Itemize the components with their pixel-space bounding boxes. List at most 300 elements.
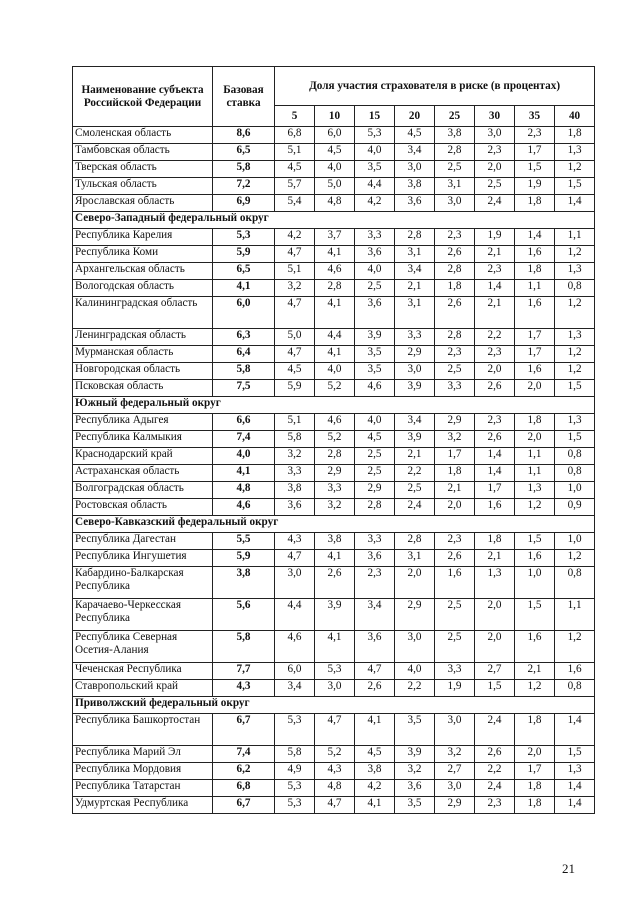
share-value-cell: 3,3	[355, 533, 395, 550]
share-value-cell: 2,8	[355, 499, 395, 516]
base-rate-cell: 6,3	[213, 329, 275, 346]
region-name: Карачаево-Черкесская Республика	[73, 599, 213, 631]
share-value-cell: 3,5	[355, 363, 395, 380]
region-name: Новгородская область	[73, 363, 213, 380]
share-value-cell: 5,3	[275, 780, 315, 797]
share-value-cell: 3,0	[395, 631, 435, 663]
share-value-cell: 1,1	[515, 448, 555, 465]
share-value-cell: 1,0	[555, 482, 595, 499]
share-value-cell: 1,0	[515, 567, 555, 599]
document-page	[72, 66, 594, 814]
share-value-cell: 0,9	[555, 499, 595, 516]
table-row	[73, 263, 595, 280]
region-name: Удмуртская Республика	[73, 797, 213, 814]
region-name: Ростовская область	[73, 499, 213, 516]
share-value-cell: 3,2	[435, 431, 475, 448]
base-rate-cell: 5,8	[213, 161, 275, 178]
share-value-cell: 2,8	[435, 144, 475, 161]
share-value-cell: 2,9	[435, 797, 475, 814]
share-value-cell: 3,6	[395, 195, 435, 212]
share-header-cell: 25	[435, 106, 475, 127]
share-value-cell: 2,0	[515, 746, 555, 763]
table-row	[73, 414, 595, 431]
base-rate-cell: 6,7	[213, 797, 275, 814]
share-value-cell: 2,6	[435, 550, 475, 567]
share-value-cell: 1,6	[435, 567, 475, 599]
share-value-cell: 1,3	[555, 763, 595, 780]
share-value-cell: 1,7	[475, 482, 515, 499]
base-rate-cell: 3,8	[213, 567, 275, 599]
share-value-cell: 1,2	[555, 631, 595, 663]
base-rate-cell: 6,9	[213, 195, 275, 212]
share-value-cell: 2,3	[475, 144, 515, 161]
base-rate-cell: 4,8	[213, 482, 275, 499]
table-row	[73, 431, 595, 448]
share-value-cell: 4,4	[315, 329, 355, 346]
share-value-cell: 1,1	[515, 465, 555, 482]
share-value-cell: 3,4	[395, 263, 435, 280]
region-name: Волгоградская область	[73, 482, 213, 499]
share-value-cell: 1,8	[435, 280, 475, 297]
share-value-cell: 2,0	[515, 380, 555, 397]
share-value-cell: 2,4	[395, 499, 435, 516]
share-header-cell: 40	[555, 106, 595, 127]
base-rate-cell: 6,2	[213, 763, 275, 780]
share-value-cell: 1,8	[555, 127, 595, 144]
share-value-cell: 4,0	[355, 414, 395, 431]
share-value-cell: 4,1	[315, 246, 355, 263]
share-value-cell: 3,3	[435, 380, 475, 397]
region-name: Смоленская область	[73, 127, 213, 144]
share-value-cell: 4,7	[275, 346, 315, 363]
table-row	[73, 127, 595, 144]
base-rate-cell: 6,8	[213, 780, 275, 797]
table-row	[73, 280, 595, 297]
share-value-cell: 3,3	[315, 482, 355, 499]
share-value-cell: 3,8	[275, 482, 315, 499]
share-value-cell: 2,9	[355, 482, 395, 499]
share-value-cell: 3,0	[395, 363, 435, 380]
share-value-cell: 1,9	[515, 178, 555, 195]
share-value-cell: 1,1	[555, 229, 595, 246]
share-value-cell: 1,7	[515, 763, 555, 780]
share-value-cell: 5,9	[275, 380, 315, 397]
share-value-cell: 5,3	[275, 714, 315, 746]
base-rate-cell: 8,6	[213, 127, 275, 144]
share-value-cell: 1,4	[555, 780, 595, 797]
share-value-cell: 3,8	[315, 533, 355, 550]
region-name: Мурманская область	[73, 346, 213, 363]
base-rate-cell: 4,0	[213, 448, 275, 465]
base-rate-cell: 7,5	[213, 380, 275, 397]
share-value-cell: 1,0	[555, 533, 595, 550]
table-row	[73, 780, 595, 797]
share-value-cell: 2,1	[475, 297, 515, 329]
share-value-cell: 3,8	[435, 127, 475, 144]
share-value-cell: 1,7	[515, 329, 555, 346]
district-name: Северо-Западный федеральный округ	[73, 212, 595, 229]
region-name: Кабардино-Балкарская Республика	[73, 567, 213, 599]
share-value-cell: 2,1	[435, 482, 475, 499]
share-value-cell: 1,2	[515, 499, 555, 516]
share-value-cell: 3,7	[315, 229, 355, 246]
share-value-cell: 4,0	[355, 144, 395, 161]
share-value-cell: 3,0	[315, 680, 355, 697]
share-value-cell: 3,6	[355, 246, 395, 263]
share-value-cell: 1,8	[515, 195, 555, 212]
share-value-cell: 1,5	[555, 178, 595, 195]
share-value-cell: 2,0	[475, 631, 515, 663]
table-row	[73, 346, 595, 363]
share-value-cell: 6,0	[275, 663, 315, 680]
region-name: Республика Адыгея	[73, 414, 213, 431]
share-value-cell: 1,6	[515, 550, 555, 567]
table-row	[73, 714, 595, 746]
share-value-cell: 2,2	[395, 680, 435, 697]
share-value-cell: 1,3	[475, 567, 515, 599]
share-group-header: Доля участия страхователя в риске (в процентах)	[275, 67, 595, 106]
region-name: Республика Мордовия	[73, 763, 213, 780]
region-name: Республика Северная Осетия-Алания	[73, 631, 213, 663]
share-value-cell: 3,5	[395, 714, 435, 746]
share-value-cell: 2,8	[315, 280, 355, 297]
share-value-cell: 0,8	[555, 280, 595, 297]
share-value-cell: 2,8	[315, 448, 355, 465]
share-value-cell: 3,4	[355, 599, 395, 631]
share-value-cell: 0,8	[555, 448, 595, 465]
share-value-cell: 4,6	[355, 380, 395, 397]
share-value-cell: 4,3	[315, 763, 355, 780]
share-value-cell: 5,0	[315, 178, 355, 195]
share-value-cell: 3,2	[315, 499, 355, 516]
share-value-cell: 1,6	[515, 363, 555, 380]
share-value-cell: 4,5	[315, 144, 355, 161]
region-name: Республика Башкортостан	[73, 714, 213, 746]
share-value-cell: 1,2	[555, 363, 595, 380]
share-value-cell: 1,2	[555, 346, 595, 363]
share-value-cell: 4,8	[315, 195, 355, 212]
share-value-cell: 2,1	[475, 550, 515, 567]
base-rate-cell: 7,2	[213, 178, 275, 195]
share-value-cell: 1,2	[555, 246, 595, 263]
table-row	[73, 567, 595, 599]
table-header	[73, 67, 595, 127]
share-value-cell: 3,0	[275, 567, 315, 599]
base-rate-cell: 5,9	[213, 246, 275, 263]
base-rate-cell: 5,6	[213, 599, 275, 631]
share-value-cell: 1,4	[555, 714, 595, 746]
share-value-cell: 2,6	[435, 297, 475, 329]
table-row	[73, 680, 595, 697]
share-value-cell: 6,8	[275, 127, 315, 144]
share-value-cell: 4,5	[395, 127, 435, 144]
region-name: Тульская область	[73, 178, 213, 195]
share-value-cell: 1,4	[475, 280, 515, 297]
share-value-cell: 5,8	[275, 746, 315, 763]
table-row	[73, 663, 595, 680]
share-value-cell: 0,8	[555, 465, 595, 482]
table-row	[73, 746, 595, 763]
share-value-cell: 3,6	[355, 297, 395, 329]
share-value-cell: 2,0	[475, 161, 515, 178]
share-value-cell: 1,8	[515, 780, 555, 797]
table-row	[73, 482, 595, 499]
share-value-cell: 5,0	[275, 329, 315, 346]
share-value-cell: 1,4	[475, 465, 515, 482]
share-value-cell: 2,5	[435, 631, 475, 663]
share-value-cell: 2,9	[435, 414, 475, 431]
share-header-cell: 5	[275, 106, 315, 127]
share-value-cell: 4,9	[275, 763, 315, 780]
share-value-cell: 1,5	[555, 746, 595, 763]
share-value-cell: 2,6	[355, 680, 395, 697]
share-header-cell: 35	[515, 106, 555, 127]
base-rate-cell: 6,4	[213, 346, 275, 363]
share-value-cell: 3,1	[395, 297, 435, 329]
share-value-cell: 2,5	[475, 178, 515, 195]
share-value-cell: 2,3	[435, 346, 475, 363]
share-header-cell: 30	[475, 106, 515, 127]
share-value-cell: 1,4	[475, 448, 515, 465]
share-value-cell: 4,5	[275, 161, 315, 178]
base-rate-cell: 6,5	[213, 263, 275, 280]
region-name: Республика Калмыкия	[73, 431, 213, 448]
share-value-cell: 2,2	[395, 465, 435, 482]
base-rate-cell: 6,5	[213, 144, 275, 161]
share-value-cell: 3,2	[435, 746, 475, 763]
share-value-cell: 0,8	[555, 567, 595, 599]
share-value-cell: 1,1	[515, 280, 555, 297]
share-value-cell: 1,5	[515, 533, 555, 550]
table-row	[73, 380, 595, 397]
share-value-cell: 5,3	[315, 663, 355, 680]
share-value-cell: 3,9	[395, 380, 435, 397]
table-row	[73, 599, 595, 631]
share-value-cell: 4,6	[275, 631, 315, 663]
share-value-cell: 2,5	[395, 482, 435, 499]
base-rate-cell: 6,0	[213, 297, 275, 329]
table-row	[73, 161, 595, 178]
district-row	[73, 397, 595, 414]
share-value-cell: 1,6	[555, 663, 595, 680]
region-name: Ленинградская область	[73, 329, 213, 346]
share-value-cell: 2,5	[435, 161, 475, 178]
share-value-cell: 2,3	[435, 229, 475, 246]
share-value-cell: 5,8	[275, 431, 315, 448]
share-value-cell: 4,7	[275, 246, 315, 263]
district-name: Приволжский федеральный округ	[73, 697, 595, 714]
share-value-cell: 2,0	[435, 499, 475, 516]
share-value-cell: 2,5	[355, 465, 395, 482]
share-value-cell: 1,2	[555, 550, 595, 567]
share-value-cell: 2,0	[475, 599, 515, 631]
share-value-cell: 1,3	[555, 263, 595, 280]
share-value-cell: 2,9	[395, 599, 435, 631]
share-value-cell: 1,8	[475, 533, 515, 550]
share-header-cell: 10	[315, 106, 355, 127]
table-row	[73, 550, 595, 567]
share-value-cell: 3,6	[355, 550, 395, 567]
share-value-cell: 4,5	[355, 746, 395, 763]
share-value-cell: 2,2	[475, 329, 515, 346]
share-value-cell: 3,1	[435, 178, 475, 195]
share-value-cell: 3,8	[395, 178, 435, 195]
base-rate-cell: 4,1	[213, 280, 275, 297]
share-value-cell: 1,9	[475, 229, 515, 246]
share-value-cell: 1,8	[515, 414, 555, 431]
share-value-cell: 5,1	[275, 144, 315, 161]
share-value-cell: 3,2	[275, 448, 315, 465]
share-value-cell: 4,1	[355, 797, 395, 814]
share-value-cell: 2,9	[395, 346, 435, 363]
share-value-cell: 4,7	[355, 663, 395, 680]
share-value-cell: 2,0	[475, 363, 515, 380]
share-value-cell: 2,6	[475, 380, 515, 397]
share-value-cell: 1,8	[515, 714, 555, 746]
share-value-cell: 3,0	[435, 714, 475, 746]
share-value-cell: 2,1	[515, 663, 555, 680]
table-row	[73, 363, 595, 380]
share-value-cell: 6,0	[315, 127, 355, 144]
share-value-cell: 2,9	[315, 465, 355, 482]
share-value-cell: 3,9	[355, 329, 395, 346]
share-value-cell: 1,8	[435, 465, 475, 482]
share-value-cell: 2,7	[435, 763, 475, 780]
share-value-cell: 0,8	[555, 680, 595, 697]
share-value-cell: 2,8	[395, 533, 435, 550]
share-value-cell: 3,9	[395, 431, 435, 448]
share-value-cell: 2,6	[435, 246, 475, 263]
share-value-cell: 3,3	[275, 465, 315, 482]
share-value-cell: 5,2	[315, 380, 355, 397]
share-value-cell: 2,4	[475, 195, 515, 212]
table-row	[73, 631, 595, 663]
share-value-cell: 1,6	[515, 631, 555, 663]
region-name: Астраханская область	[73, 465, 213, 482]
share-value-cell: 1,8	[515, 797, 555, 814]
share-value-cell: 3,3	[395, 329, 435, 346]
share-value-cell: 3,1	[395, 550, 435, 567]
table-row	[73, 329, 595, 346]
share-value-cell: 2,8	[435, 329, 475, 346]
share-value-cell: 1,9	[435, 680, 475, 697]
share-value-cell: 2,5	[435, 599, 475, 631]
share-value-cell: 2,5	[435, 363, 475, 380]
base-rate-cell: 7,4	[213, 746, 275, 763]
share-value-cell: 2,6	[475, 431, 515, 448]
share-value-cell: 4,3	[275, 533, 315, 550]
share-value-cell: 4,0	[395, 663, 435, 680]
base-rate-cell: 4,1	[213, 465, 275, 482]
share-value-cell: 1,2	[555, 161, 595, 178]
region-name: Республика Дагестан	[73, 533, 213, 550]
share-value-cell: 4,1	[315, 346, 355, 363]
share-value-cell: 1,5	[515, 161, 555, 178]
share-value-cell: 2,3	[435, 533, 475, 550]
district-row	[73, 697, 595, 714]
share-value-cell: 5,1	[275, 263, 315, 280]
base-rate-cell: 5,8	[213, 631, 275, 663]
share-value-cell: 2,1	[475, 246, 515, 263]
region-name: Республика Марий Эл	[73, 746, 213, 763]
share-value-cell: 1,3	[515, 482, 555, 499]
share-value-cell: 4,7	[315, 714, 355, 746]
base-rate-cell: 7,4	[213, 431, 275, 448]
district-row	[73, 212, 595, 229]
district-name: Южный федеральный округ	[73, 397, 595, 414]
base-rate-cell: 7,7	[213, 663, 275, 680]
share-value-cell: 4,7	[275, 550, 315, 567]
share-value-cell: 2,8	[395, 229, 435, 246]
share-value-cell: 4,1	[355, 714, 395, 746]
share-value-cell: 1,4	[515, 229, 555, 246]
share-value-cell: 4,6	[315, 263, 355, 280]
table-row	[73, 229, 595, 246]
table-row	[73, 465, 595, 482]
share-value-cell: 1,5	[515, 599, 555, 631]
share-value-cell: 2,3	[475, 797, 515, 814]
base-rate-cell: 4,3	[213, 680, 275, 697]
table-row	[73, 246, 595, 263]
share-value-cell: 5,2	[315, 746, 355, 763]
share-value-cell: 2,2	[475, 763, 515, 780]
share-value-cell: 2,3	[475, 414, 515, 431]
region-name: Краснодарский край	[73, 448, 213, 465]
share-value-cell: 4,2	[355, 780, 395, 797]
table-row	[73, 499, 595, 516]
share-header-cell: 20	[395, 106, 435, 127]
share-value-cell: 1,2	[515, 680, 555, 697]
share-value-cell: 4,0	[315, 363, 355, 380]
region-name: Тамбовская область	[73, 144, 213, 161]
share-value-cell: 2,3	[475, 346, 515, 363]
share-value-cell: 2,3	[515, 127, 555, 144]
share-value-cell: 5,3	[355, 127, 395, 144]
share-value-cell: 4,7	[315, 797, 355, 814]
base-rate-cell: 6,7	[213, 714, 275, 746]
share-value-cell: 4,4	[275, 599, 315, 631]
share-value-cell: 2,4	[475, 714, 515, 746]
share-value-cell: 3,6	[395, 780, 435, 797]
share-value-cell: 2,1	[395, 280, 435, 297]
share-value-cell: 3,8	[355, 763, 395, 780]
share-value-cell: 4,5	[355, 431, 395, 448]
share-value-cell: 1,4	[555, 195, 595, 212]
share-value-cell: 2,3	[475, 263, 515, 280]
share-value-cell: 4,1	[315, 297, 355, 329]
region-name: Калининградская область	[73, 297, 213, 329]
share-value-cell: 3,3	[435, 663, 475, 680]
share-value-cell: 2,0	[515, 431, 555, 448]
share-value-cell: 3,5	[355, 161, 395, 178]
region-name: Вологодская область	[73, 280, 213, 297]
share-value-cell: 5,3	[275, 797, 315, 814]
share-value-cell: 3,0	[475, 127, 515, 144]
share-value-cell: 4,0	[355, 263, 395, 280]
table-row	[73, 178, 595, 195]
region-name: Ярославская область	[73, 195, 213, 212]
share-value-cell: 2,6	[315, 567, 355, 599]
share-value-cell: 1,7	[515, 346, 555, 363]
share-value-cell: 3,4	[275, 680, 315, 697]
base-rate-cell: 5,5	[213, 533, 275, 550]
share-value-cell: 2,0	[395, 567, 435, 599]
table-row	[73, 797, 595, 814]
share-value-cell: 2,8	[435, 263, 475, 280]
share-value-cell: 3,4	[395, 414, 435, 431]
table-row	[73, 144, 595, 161]
share-value-cell: 3,5	[395, 797, 435, 814]
